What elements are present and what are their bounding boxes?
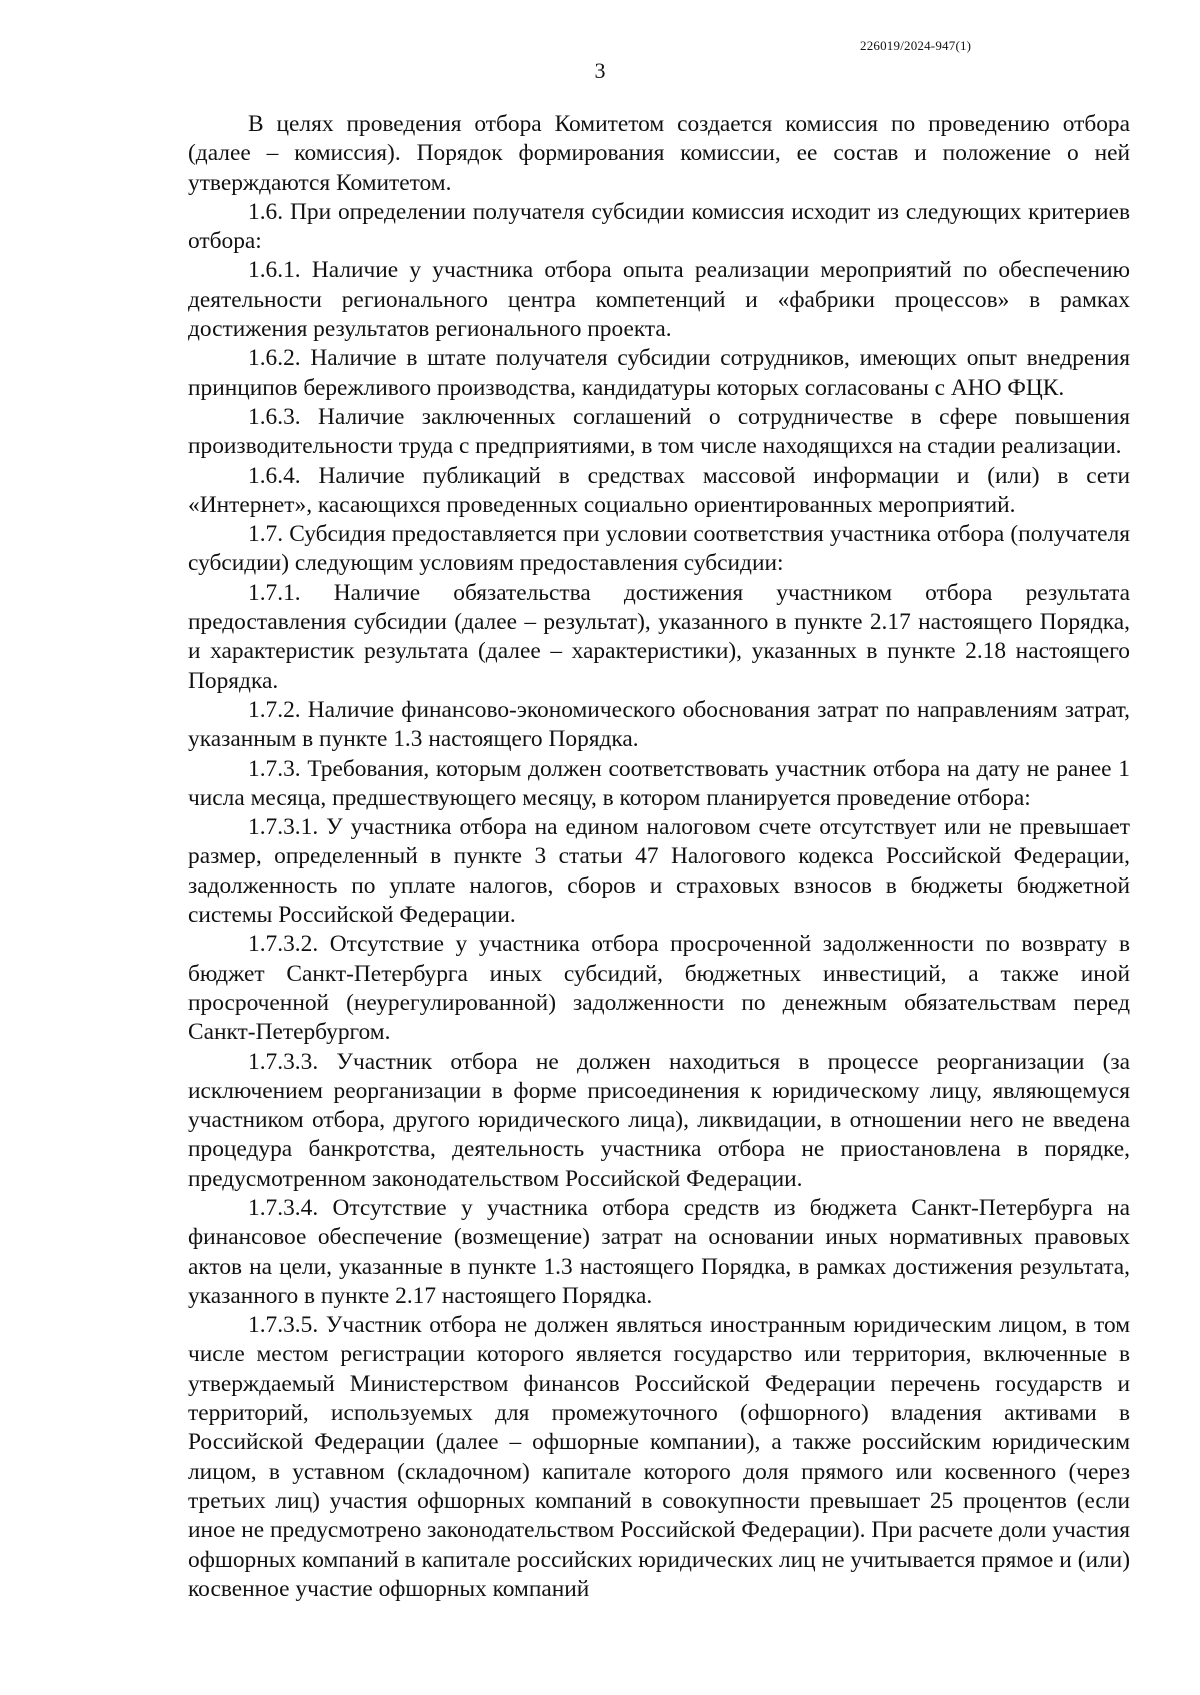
paragraph-commission: В целях проведения отбора Комитетом создается комиссия по проведению отбора (далее – комиссия). Порядок формирования комиссии, ее состав и положение о ней утверждаются Комитетом.: [188, 111, 1130, 196]
paragraph-1-7-3-2: 1.7.3.2. Отсутствие у участника отбора просроченной задолженности по возврату в бюджет Санкт-Петербурга иных субсидий, бюджетных инвестиций, а также иной просроченной (неурегулированной) задолженности по денежным обязательствам перед Санкт-Петербургом.: [188, 931, 1130, 1046]
paragraph-1-7-1: 1.7.1. Наличие обязательства достижения участником отбора результата предоставления субсидии (далее – результат), указанного в пункте 2.17 настоящего Порядка, и характеристик результата (далее – характеристики), указанных в пункте 2.18 настоящего Порядка.: [188, 579, 1130, 694]
paragraph-1-6-1: 1.6.1. Наличие у участника отбора опыта реализации мероприятий по обеспечению деятельности регионального центра компетенций и «фабрики процессов» в рамках достижения результатов регионального проекта.: [188, 257, 1130, 343]
paragraph-1-7-3-4: 1.7.3.4. Отсутствие у участника отбора средств из бюджета Санкт-Петербурга на финансовое обеспечение (возмещение) затрат на основании иных нормативных правовых актов на цели, указанные в пункте 1.3 настоящего Порядка, в рамках достижения результата, указанного в пункте 2.17 настоящего Порядка.: [188, 1194, 1130, 1309]
paragraph-1-7-3: 1.7.3. Требования, которым должен соответствовать участник отбора на дату не ранее 1 числа месяца, предшествующего месяцу, в котором планируется проведение отбора:: [188, 755, 1130, 811]
paragraph-1-7-2: 1.7.2. Наличие финансово-экономического обоснования затрат по направлениям затрат, указанным в пункте 1.3 настоящего Порядка.: [188, 696, 1130, 753]
paragraph-1-7: 1.7. Субсидия предоставляется при условии соответствия участника отбора (получателя субсидии) следующим условиям предоставления субсидии:: [188, 521, 1130, 577]
paragraph-1-6-4: 1.6.4. Наличие публикаций в средствах массовой информации и (или) в сети «Интернет», касающихся проведенных социально ориентированных мероприятий.: [188, 462, 1130, 518]
paragraph-1-6: 1.6. При определении получателя субсидии комиссия исходит из следующих критериев отбора:: [188, 198, 1130, 255]
paragraph-1-7-3-3: 1.7.3.3. Участник отбора не должен находиться в процессе реорганизации (за исключением реорганизации в форме присоединения к юридическому лицу, являющемуся участником отбора, другого юридического лица), ликвидации, в отношении него не введена процедура банкротства, деятельность участника отбора не приостановлена в порядке, предусмотренном законодательством Российской Федерации.: [188, 1048, 1130, 1192]
paragraph-1-6-3: 1.6.3. Наличие заключенных соглашений о сотрудничестве в сфере повышения производительности труда с предприятиями, в том числе находящихся на стадии реализации.: [188, 403, 1130, 460]
page-number: 3: [594, 58, 606, 83]
paragraph-1-7-3-1: 1.7.3.1. У участника отбора на едином налоговом счете отсутствует или не превышает размер, определенный в пункте 3 статьи 47 Налогового кодекса Российской Федерации, задолженность по уплате налогов, сборов и страховых взносов в бюджеты бюджетной системы Российской Федерации.: [188, 814, 1130, 929]
document-number: 226019/2024-947(1): [860, 38, 972, 53]
paragraph-1-7-3-5: 1.7.3.5. Участник отбора не должен являться иностранным юридическим лицом, в том числе местом регистрации которого является государство или территория, включенные в утверждаемый Министерством финансов Российской Федерации перечень государств и территорий, используемых для промежуточного (офшорного) владения активами в Российской Федерации (далее – офшорные компании), а также российским юридическим лицом, в уставном (складочном) капитале которого доля прямого или косвенного (через третьих лиц) участия офшорных компаний в совокупности превышает 25 процентов (если иное не предусмотрено законодательством Российской Федерации). При расчете доли участия офшорных компаний в капитале российских юридических лиц не учитывается прямое и (или) косвенное участие офшорных компаний: [188, 1312, 1130, 1602]
paragraph-1-6-2: 1.6.2. Наличие в штате получателя субсидии сотрудников, имеющих опыт внедрения принципов бережливого производства, кандидатуры которых согласованы с АНО ФЦК.: [188, 345, 1130, 401]
document-body: [188, 110, 1130, 1604]
